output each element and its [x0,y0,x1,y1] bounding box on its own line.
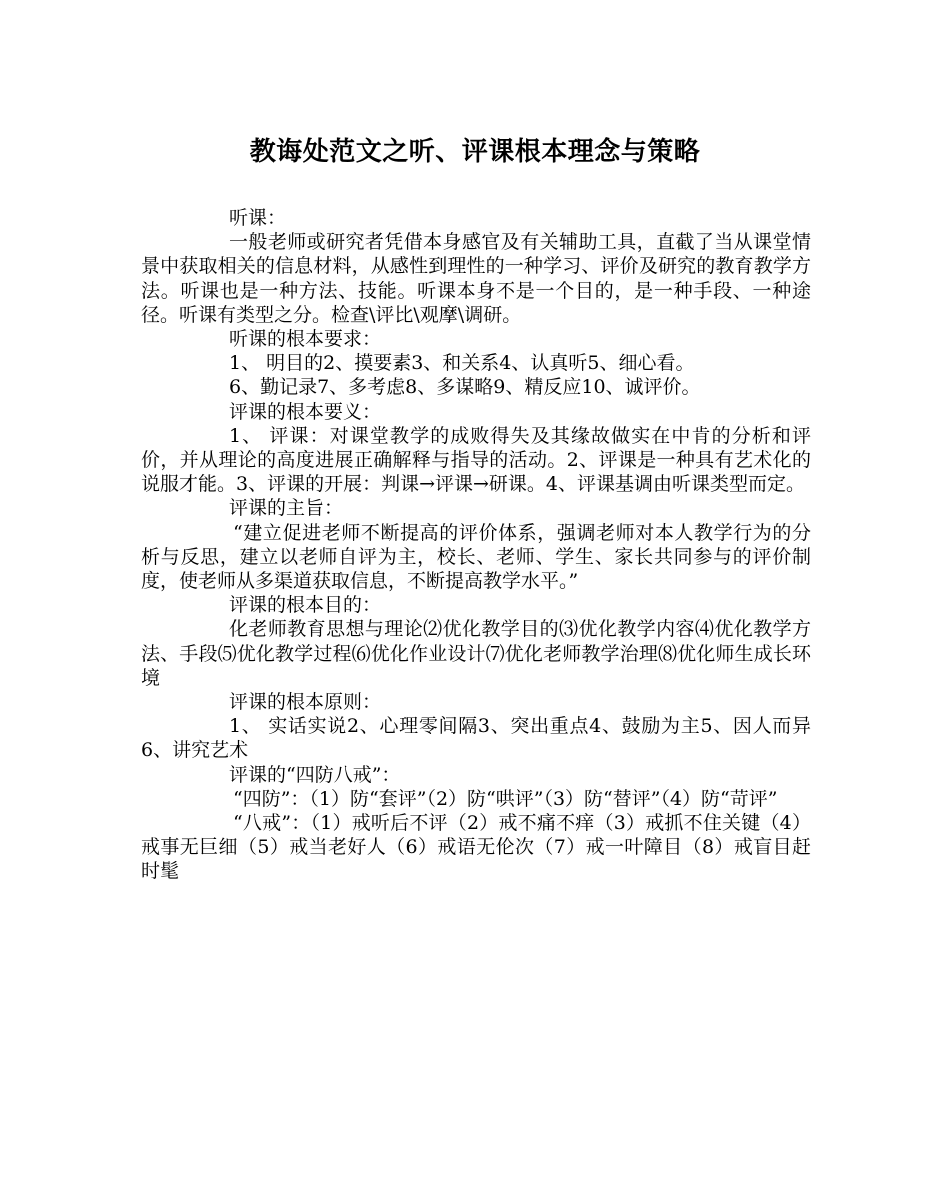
paragraph-evaluation-principles: 1、 实话实说2、心理零间隔3、突出重点4、鼓励为主5、因人而异6、讲究艺术 [141,715,811,762]
heading-evaluation-principles: 评课的根本原则： [229,691,382,714]
paragraph-requirements-2: 6、勤记录7、多考虑8、多谋略9、精反应10、诚评价。 [229,376,701,399]
paragraph-four-guards: “四防”：（1）防“套评”（2）防“哄评”（3）防“替评”（4）防“苛评” [233,787,778,810]
paragraph-evaluation-goals: 化老师教育思想与理论⑵优化教学目的⑶优化教学内容⑷优化教学方法、手段⑸优化教学过程⑹优化作业设计⑺优化老师教学治理⑻优化师生成长环境 [141,618,811,689]
heading-evaluation-purpose: 评课的主旨： [229,497,344,520]
paragraph-listening-definition: 一般老师或研究者凭借本身感官及有关辅助工具，直截了当从课堂情景中获取相关的信息材料，从感性到理性的一种学习、评价及研究的教育教学方法。听课也是一种方法、技能。听课本身不是一个目的，是一种手段、一种途径。听课有类型之分。检查\评比\观摩\调研。 [141,231,811,326]
heading-four-guards-eight-taboos: 评课的“四防八戒”： [229,763,401,786]
heading-evaluation-goals: 评课的根本目的： [229,594,382,617]
heading-evaluation-essentials: 评课的根本要义： [229,400,382,423]
paragraph-requirements-1: 1、 明目的2、摸要素3、和关系4、认真听5、细心看。 [229,352,695,375]
heading-listening: 听课： [229,207,287,229]
paragraph-evaluation-purpose: “建立促进老师不断提高的评价体系，强调老师对本人教学行为的分析与反思，建立以老师自评为主，校长、老师、学生、家长共同参与的评价制度，使老师从多渠道获取信息，不断提高教学水平。” [141,521,811,593]
paragraph-evaluation-essentials: 1、 评课：对课堂教学的成败得失及其缘故做实在中肯的分析和评价，并从理论的高度进展正确解释与指导的活动。2、评课是一种具有艺术化的说服才能。3、评课的开展：判课→评课→研课。4、评课基调由听课类型而定。 [141,424,811,496]
document-title: 教诲处范文之听、评课根本理念与策略 [249,137,701,167]
paragraph-eight-taboos: “八戒”：（1）戒听后不评（2）戒不痛不痒（3）戒抓不住关键（4）戒事无巨细（5）戒当老好人（6）戒语无伦次（7）戒一叶障目（8）戒盲目赶时髦 [141,812,811,883]
heading-listening-requirements: 听课的根本要求： [229,328,382,351]
document-body [141,206,811,884]
